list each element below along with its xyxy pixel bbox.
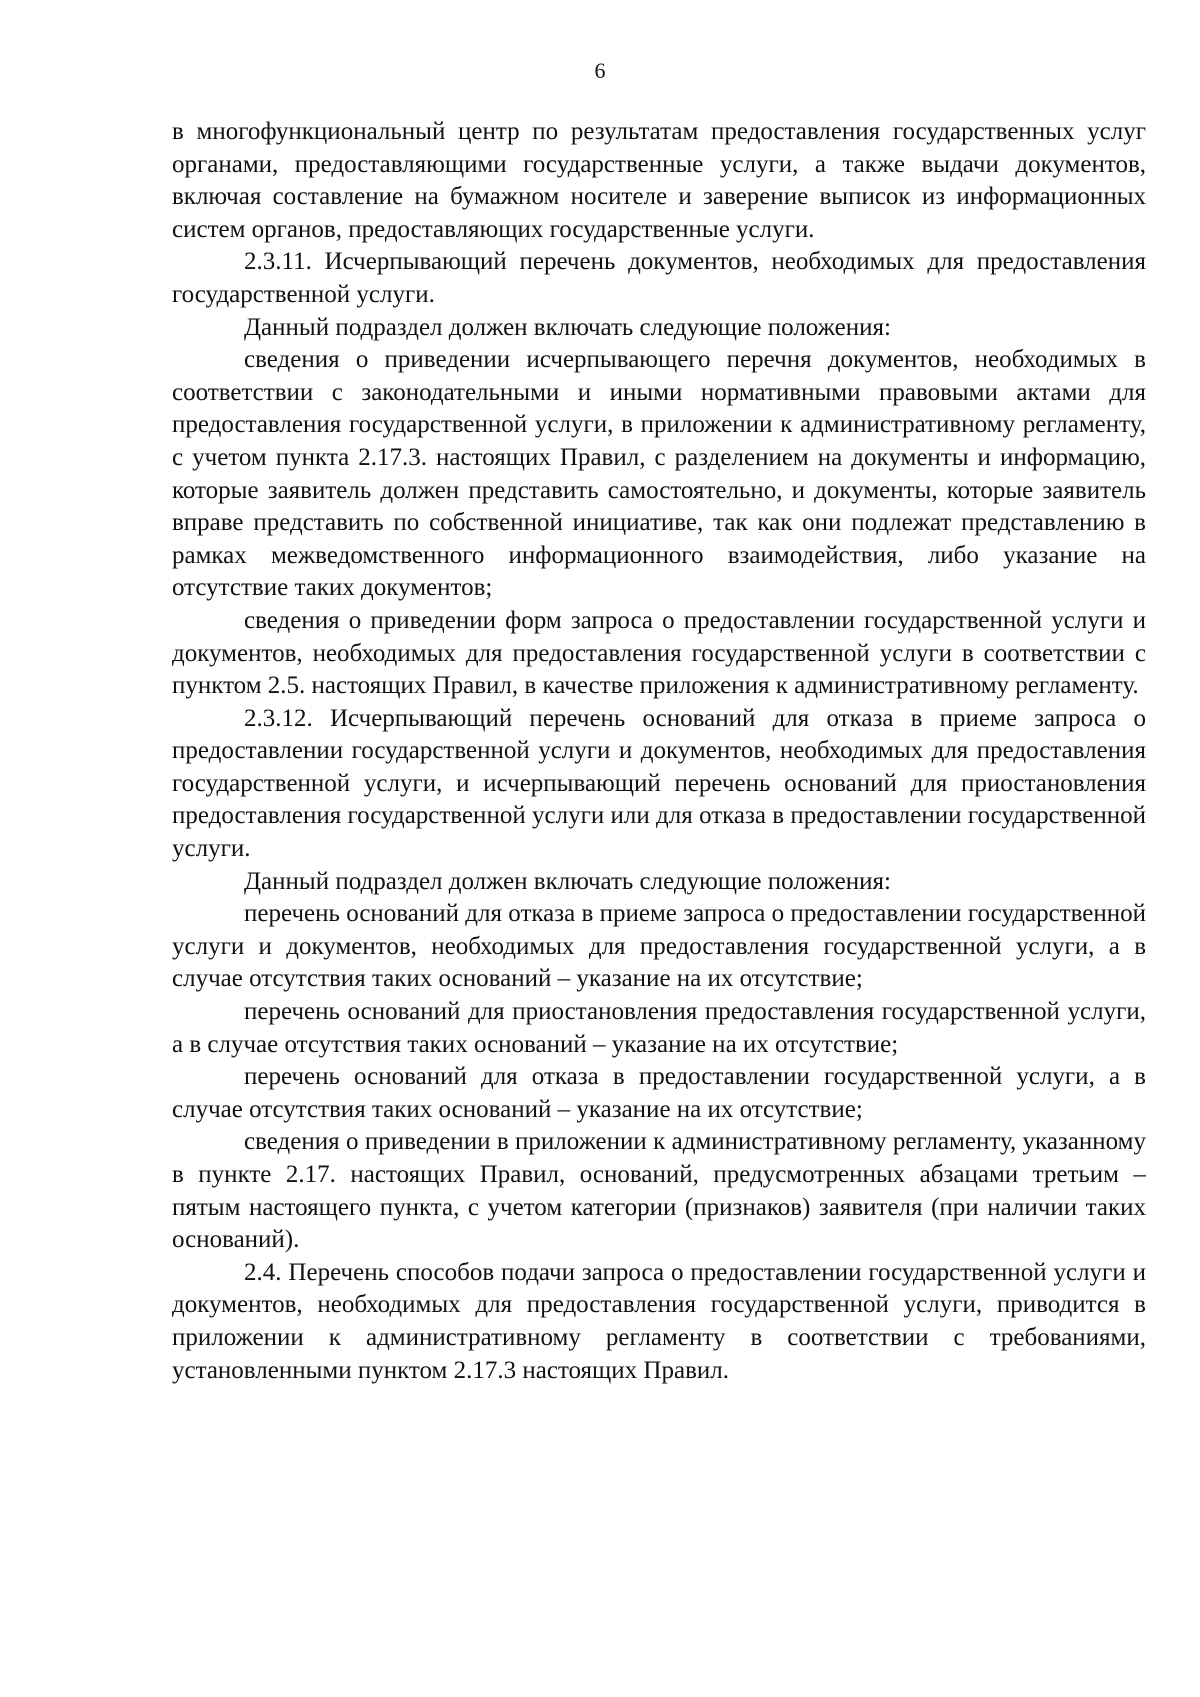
paragraph-2: 2.3.11. Исчерпывающий перечень документов, необходимых для предоставления государственной услуги.: [172, 248, 1146, 308]
paragraph-11: сведения о приведении в приложении к административному регламенту, указанному в пункте 2.17. настоящих Правил, оснований, предусмотренных абзацами третьим – пятым настоящего пункта, с учетом категории (признаков) заявителя (при наличии таких оснований).: [172, 1128, 1146, 1254]
paragraph-8: перечень оснований для отказа в приеме запроса о предоставлении государственной услуги и документов, необходимых для предоставления государственной услуги, а в случае отсутствия таких оснований – указание на их отсутствие;: [172, 900, 1146, 993]
paragraph-6: 2.3.12. Исчерпывающий перечень оснований для отказа в приеме запроса о предоставлении государственной услуги и документов, необходимых для предоставления государственной услуги, и исчерпывающий перечень оснований для приостановления предоставления государственной услуги или для отказа в предоставлении государственной услуги.: [172, 704, 1146, 863]
paragraph-9: перечень оснований для приостановления предоставления государственной услуги, а в случае отсутствия таких оснований – указание на их отсутствие;: [172, 998, 1146, 1058]
paragraph-1: в многофункциональный центр по результатам предоставления государственных услуг органами, предоставляющими государственные услуги, а также выдачи документов, включая составление на бумажном носителе и заверение выписок из информационных систем органов, предоставляющих государственные услуги.: [172, 118, 1146, 243]
paragraph-10: перечень оснований для отказа в предоставлении государственной услуги, а в случае отсутствия таких оснований – указание на их отсутствие;: [172, 1063, 1146, 1123]
paragraph-3: Данный подраздел должен включать следующие положения:: [244, 313, 891, 341]
paragraph-12: 2.4. Перечень способов подачи запроса о предоставлении государственной услуги и документов, необходимых для предоставления государственной услуги, приводится в приложении к административному регламенту в соответствии с требованиями, установленными пунктом 2.17.3 настоящих Правил.: [172, 1258, 1146, 1384]
page-number: 6: [594, 58, 606, 83]
paragraph-5: сведения о приведении форм запроса о предоставлении государственной услуги и документов, необходимых для предоставления государственной услуги в соответствии с пунктом 2.5. настоящих Правил, в качестве приложения к административному регламенту.: [172, 606, 1146, 700]
document-body: [172, 116, 1146, 1387]
paragraph-4: сведения о приведении исчерпывающего перечня документов, необходимых в соответствии с законодательными и иными нормативными правовыми актами для предоставления государственной услуги, в приложении к административному регламенту, с учетом пункта 2.17.3. настоящих Правил, с разделением на документы и информацию, которые заявитель должен представить самостоятельно, и документы, которые заявитель вправе представить по собственной инициативе, так как они подлежат представлению в рамках межведомственного информационного взаимодействия, либо указание на отсутствие таких документов;: [172, 346, 1146, 602]
paragraph-7: Данный подраздел должен включать следующие положения:: [244, 867, 891, 895]
